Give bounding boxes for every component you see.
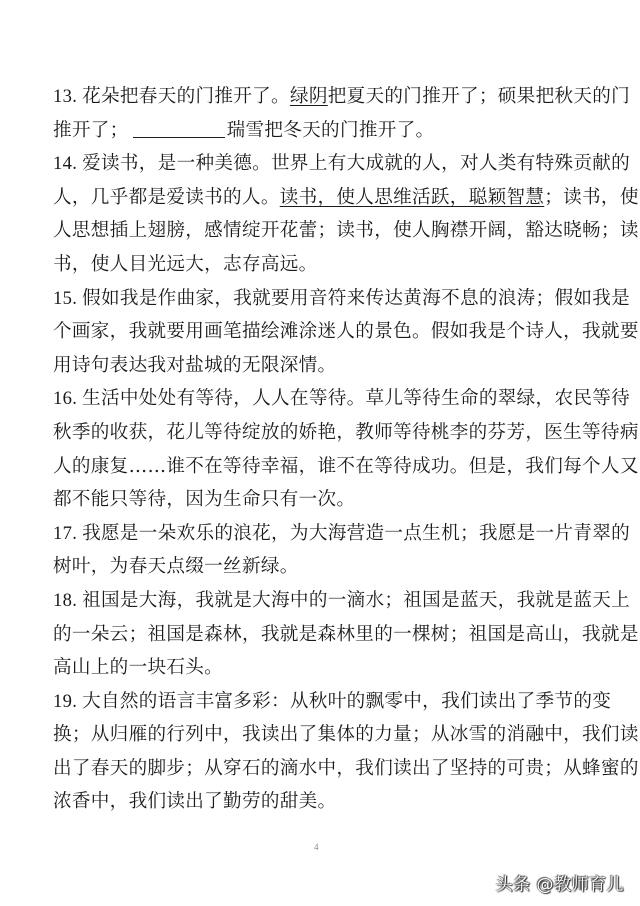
text-line — [53, 618, 639, 652]
text-line — [53, 349, 593, 383]
item-number: 15. — [53, 287, 83, 309]
text-segment: 大自然的语言丰富多彩：从秋叶的飘零中，我们读出了季节的变 — [82, 690, 612, 712]
text-segment: 个画家，我就要用画笔描绘滩涂迷人的景色。假如我是个诗人，我就要 — [53, 321, 639, 343]
watermark: 头条 @教师育儿 — [495, 875, 624, 895]
document-body — [53, 80, 639, 819]
text-line — [53, 752, 639, 786]
paragraph-18 — [53, 584, 639, 685]
text-line — [53, 550, 593, 584]
item-number: 16. — [53, 388, 83, 410]
text-line — [53, 181, 639, 215]
paragraph-14 — [53, 147, 639, 281]
text-segment: 人，几乎都是爱读书的人。 — [53, 186, 280, 208]
text-segment: 生活中处处有等待，人人在等待。草儿等待生命的翠绿，农民等待 — [82, 388, 631, 410]
text-line — [53, 785, 593, 819]
fill-in-blank — [133, 119, 225, 138]
text-segment: ；读书，使 — [544, 186, 639, 208]
text-line — [53, 584, 631, 618]
text-segment: 书，使人目光远大，志存高远。 — [53, 253, 318, 275]
text-line — [53, 315, 639, 349]
text-segment: 浓香中，我们读出了勤劳的甜美。 — [53, 791, 337, 813]
item-number: 14. — [53, 153, 83, 175]
text-segment: 的一朵云；祖国是森林，我就是森林里的一棵树；祖国是高山，我就是 — [53, 623, 639, 645]
paragraph-17 — [53, 517, 631, 584]
text-line — [53, 248, 593, 282]
text-segment: 花朵把春天的门推开了。 — [82, 86, 290, 107]
item-number: 18. — [53, 589, 83, 611]
text-segment: 树叶，为春天点缀一丝新绿。 — [53, 556, 299, 578]
underlined-phrase: 读书，使人思维活跃，聪颖智慧 — [279, 186, 545, 208]
item-number: 13. — [53, 86, 83, 107]
text-segment: 瑞雪把冬天的门推开了。 — [226, 119, 435, 141]
text-line — [53, 450, 639, 484]
item-number: 17. — [53, 522, 83, 544]
item-number: 19. — [53, 690, 83, 712]
text-line — [53, 416, 639, 450]
paragraph-15 — [53, 282, 639, 383]
text-segment: 出了春天的脚步；从穿石的滴水中，我们读出了坚持的可贵；从蜂蜜的 — [53, 757, 639, 779]
text-line — [53, 718, 639, 752]
text-segment: 祖国是大海，我就是大海中的一滴水；祖国是蓝天，我就是蓝天上 — [82, 589, 631, 611]
text-segment: 把夏天的门推开了；硕果把秋天的门 — [327, 86, 631, 107]
text-segment: 人的康复……谁不在等待幸福，谁不在等待成功。但是，我们每个人又 — [53, 455, 639, 477]
text-segment: 用诗句表达我对盐城的无限深情。 — [53, 354, 337, 376]
text-line — [53, 80, 631, 114]
text-line — [53, 517, 631, 551]
page-number: 4 — [314, 842, 319, 852]
text-segment: 都不能只等待，因为生命只有一次。 — [53, 489, 356, 511]
text-segment: 高山上的一块石头。 — [53, 657, 224, 679]
paragraph-19 — [53, 685, 639, 819]
text-line — [53, 651, 593, 685]
paragraph-16 — [53, 382, 639, 516]
text-segment: 我愿是一朵欢乐的浪花，为大海营造一点生机；我愿是一片青翠的 — [82, 522, 631, 544]
text-segment: 秋季的收获，花儿等待绽放的娇艳，教师等待桃李的芬芳，医生等待病 — [53, 421, 639, 443]
text-segment: 人思想插上翅膀，感情绽开花蕾；读书，使人胸襟开阔，豁达晓畅；读 — [53, 220, 639, 242]
text-line — [53, 214, 639, 248]
text-line — [53, 147, 631, 181]
underlined-phrase: 绿阴 — [289, 86, 328, 107]
text-line — [53, 483, 593, 517]
text-segment: 爱读书，是一种美德。世界上有大成就的人，对人类有特殊贡献的 — [82, 153, 631, 175]
text-segment: 换；从归雁的行列中，我读出了集体的力量；从冰雪的消融中，我们读 — [53, 724, 639, 746]
text-line — [53, 382, 631, 416]
text-segment: 假如我是作曲家，我就要用音符来传达黄海不息的浪涛；假如我是 — [82, 287, 631, 309]
text-line — [53, 685, 612, 719]
paragraph-13 — [53, 80, 631, 147]
text-line — [53, 282, 631, 316]
text-line — [53, 114, 593, 148]
text-segment: 推开了； — [53, 119, 129, 141]
